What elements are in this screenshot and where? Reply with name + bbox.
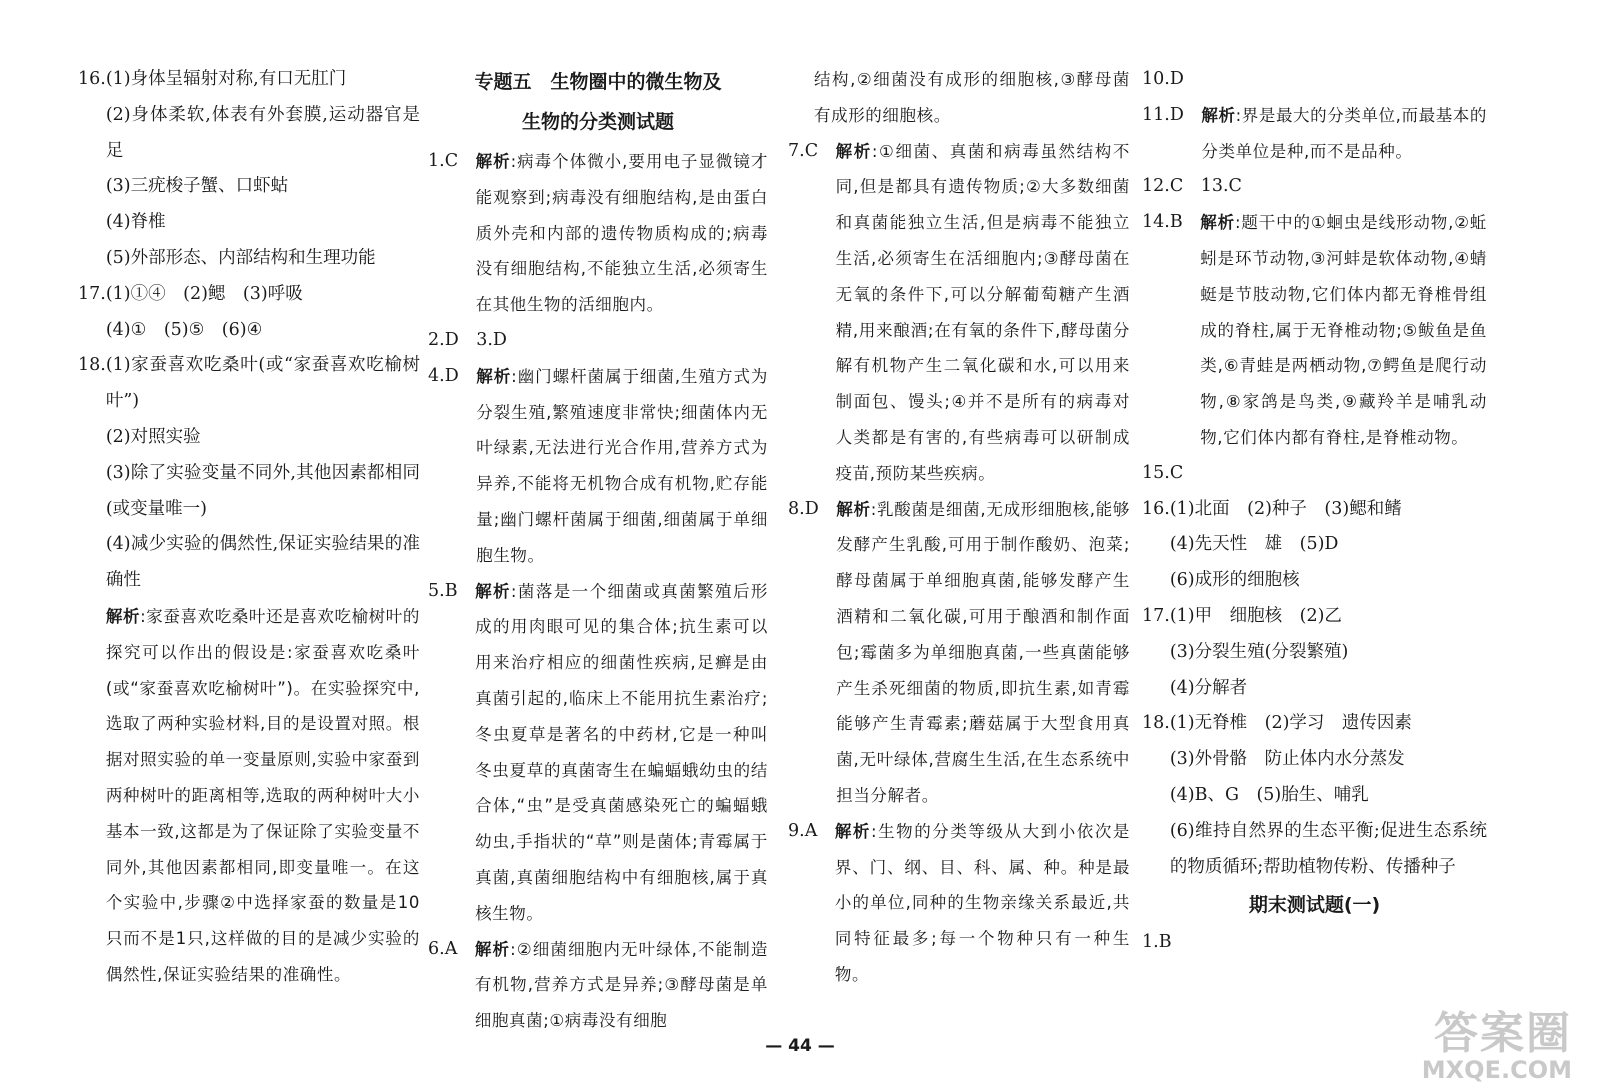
answer-part: (6)成形的细胞核 [1169, 570, 1300, 591]
answer-part: (4)减少实验的偶然性,保证实验结果的准确性 [105, 534, 420, 591]
answer-part: (1)无脊椎 (2)学习 遗传因素 [1169, 713, 1412, 734]
question-number: 5.B [428, 580, 476, 601]
watermark-logo [1421, 1008, 1572, 1084]
analysis-text: :界是最大的分类单位,而最基本的分类单位是种,而不是品种。 [1201, 105, 1487, 161]
answer-part: (4)① (5)⑤ (6)④ [105, 319, 263, 340]
question-number: 18. [1142, 713, 1170, 734]
question-14 [1142, 205, 1487, 456]
watermark-line-1: 答案圈 [1434, 1008, 1572, 1059]
answer-part: (3)分裂生殖(分裂繁殖) [1169, 641, 1349, 662]
analysis-label: 解析 [475, 581, 511, 601]
column-1 [78, 62, 420, 993]
answer-part: (4)分解者 [1169, 677, 1248, 698]
column-4 [1142, 62, 1487, 961]
answer-part: (3)三疣梭子蟹、口虾蛄 [105, 176, 289, 197]
analysis-text: :乳酸菌是细菌,无成形细胞核,能够发酵产生乳酸,可用于制作酸奶、泡菜;酵母菌属于单细胞真菌,能够发酵产生酒精和二氧化碳,可用于酿酒和制作面包;霉菌多为单细胞真菌,一些真菌能够产生杀死细菌的物质,即抗生素,如青霉能够产生青霉素;蘑菇属于大型食用真菌,无叶绿体,营腐生生活,在生态系统中担当分解者。 [836, 499, 1131, 805]
question-1 [428, 144, 768, 323]
answer-part: (2)对照实验 [105, 426, 201, 447]
answer-part: (4)先天性 雄 (5)D [1169, 534, 1339, 555]
question-number: 7.C [788, 140, 836, 161]
question-number: 8.D [788, 498, 837, 519]
answer-part: (1)家蚕喜欢吃桑叶(或“家蚕喜欢吃榆树叶”) [105, 355, 420, 412]
question-2-3 [428, 323, 768, 359]
analysis-text: :幽门螺杆菌属于细菌,生殖方式为分裂生殖,繁殖速度非常快;细菌体内无叶绿素,无法进行光合作用,营养方式为异养,不能将无机物合成有机物,贮存能量;幽门螺杆菌属于细菌,细菌属于单细胞生物。 [476, 366, 769, 565]
question-17 [78, 277, 420, 349]
question-number: 4.D [428, 365, 477, 386]
question-number: 16. [1142, 498, 1170, 519]
question-10: 10.D [1142, 69, 1184, 89]
analysis-label: 解析 [475, 152, 511, 171]
question-16 [1142, 492, 1487, 599]
question-4 [428, 359, 768, 574]
watermark-line-2: MXQE.COM [1421, 1056, 1572, 1084]
question-9 [788, 814, 1130, 993]
question-5 [428, 574, 768, 932]
analysis-text: :病毒个体微小,要用电子显微镜才能观察到;病毒没有细胞结构,是由蛋白质外壳和内部的遗传物质构成的;病毒没有细胞结构,不能独立生活,必须寄生在其他生物的活细胞内。 [475, 152, 768, 315]
question-18 [1142, 706, 1487, 885]
answer-part: (6)维持自然界的生态平衡;促进生态系统的物质循环;帮助植物传粉、传播种子 [1169, 820, 1487, 877]
question-number: 17. [78, 283, 106, 304]
column-2 [428, 62, 768, 1039]
analysis-text: :题干中的①蛔虫是线形动物,②蚯蚓是环节动物,③河蚌是软体动物,④蜻蜓是节肢动物,它们体内都无脊椎骨组成的脊柱,属于无脊椎动物;⑤鲅鱼是鱼类,⑥青蛙是两栖动物,⑦鳄鱼是爬行动物,⑧家鸽是鸟类,⑨藏羚羊是哺乳动物,它们体内都有脊柱,是脊椎动物。 [1200, 213, 1487, 447]
question-number: 14.B [1142, 212, 1201, 233]
question-number: 11.D [1142, 104, 1202, 125]
answer-part: (2)身体柔软,体表有外套膜,运动器官是足 [105, 104, 420, 161]
question-15: 15.C [1142, 462, 1184, 483]
question-number: 9.A [788, 820, 835, 841]
analysis-label: 解析 [835, 141, 872, 161]
answer-line: 2.D 3.D [428, 329, 507, 350]
question-number: 6.A [428, 938, 475, 959]
analysis-text: :菌落是一个细菌或真菌繁殖后形成的用肉眼可见的集合体;抗生素可以用来治疗相应的细菌性疾病,足癣是由真菌引起的,临床上不能用抗生素治疗;冬虫夏草是著名的中药材,它是一种叫冬虫夏草的真菌寄生在蝙蝠蛾幼虫的结合体,“虫”是受真菌感染死亡的蝙蝠蛾幼虫,手指状的“草”则是菌体;青霉属于真菌,真菌细胞结构中有细胞核,属于真核生物。 [475, 581, 769, 923]
question-17 [1142, 599, 1487, 706]
answer-part: (4)脊椎 [105, 212, 166, 233]
question-number: 16. [78, 69, 106, 89]
analysis-label: 解析 [834, 821, 871, 841]
analysis-label: 解析 [105, 606, 141, 626]
question-number: 17. [1142, 605, 1170, 626]
analysis-block [106, 599, 420, 993]
analysis-label: 解析 [476, 366, 512, 386]
analysis-text: :②细菌细胞内无叶绿体,不能制造有机物,营养方式是异养;③酵母菌是单细胞真菌;①病毒没有细胞 [474, 939, 768, 1031]
answer-part: (4)B、G (5)胎生、哺乳 [1169, 784, 1369, 805]
analysis-label: 解析 [474, 939, 511, 959]
question-18 [78, 348, 420, 992]
analysis-text: :生物的分类等级从大到小依次是界、门、纲、目、科、属、种。种是最小的单位,同种的生物亲缘关系最近,共同特征最多;每一个物种只有一种生物。 [834, 821, 1130, 984]
answer-part: (1)北面 (2)种子 (3)鳃和鳍 [1169, 498, 1402, 519]
analysis-text: :①细菌、真菌和病毒虽然结构不同,但是都具有遗传物质;②大多数细菌和真菌能独立生活,但是病毒不能独立生活,必须寄生在活细胞内;③酵母菌在无氧的条件下,可以分解葡萄糖产生酒精,用来酿酒;在有氧的条件下,酵母菌分解有机物产生二氧化碳和水,可以用来制面包、馒头;④并不是所有的病毒对人类都是有害的,有些病毒可以研制成疫苗,预防某些疾病。 [835, 141, 1130, 483]
column-3 [788, 62, 1130, 993]
answer-part: (1)身体呈辐射对称,有口无肛门 [105, 69, 347, 89]
answer-part: (5)外部形态、内部结构和生理功能 [105, 247, 376, 268]
analysis-label: 解析 [1200, 213, 1235, 233]
analysis-label: 解析 [836, 499, 871, 519]
question-6-continued: 结构,②细菌没有成形的细胞核,③酵母菌有成形的细胞核。 [814, 70, 1130, 125]
final-exam-title: 期末测试题(一) [1248, 894, 1381, 917]
question-7 [788, 134, 1130, 492]
answer-part: (1)①④ (2)鳃 (3)呼吸 [105, 283, 303, 304]
question-8 [788, 492, 1130, 814]
question-11 [1142, 98, 1487, 170]
section-title-line-2: 生物的分类测试题 [521, 111, 674, 133]
answer-part: (3)除了实验变量不同外,其他因素都相同(或变量唯一) [105, 462, 420, 519]
analysis-label: 解析 [1201, 105, 1236, 125]
analysis-text: :家蚕喜欢吃桑叶还是喜欢吃榆树叶的探究可以作出的假设是:家蚕喜欢吃桑叶(或“家蚕喜欢吃榆树叶”)。在实验探究中,选取了两种实验材料,目的是设置对照。根据对照实验的单一变量原则,实验中家蚕到两种树叶的距离相等,选取的两种树叶大小基本一致,这都是为了保证除了实验变量不同外,其他因素都相同,即变量唯一。在这个实验中,步骤②中选择家蚕的数量是10只而不是1只,这样做的目的是减少实验的偶然性,保证实验结果的准确性。 [105, 606, 421, 984]
question-6 [428, 932, 768, 1039]
answer-part: (1)甲 细胞核 (2)乙 [1169, 605, 1342, 626]
page-number: — 44 — [765, 1036, 835, 1056]
final-question-1: 1.B [1142, 932, 1172, 953]
answer-part: (3)外骨骼 防止体内水分蒸发 [1169, 749, 1405, 770]
question-number: 18. [78, 355, 106, 376]
question-number: 1.C [428, 151, 476, 171]
question-12-13: 12.C 13.C [1142, 176, 1242, 197]
section-title-line-1: 专题五 生物圈中的微生物及 [474, 71, 722, 93]
question-16 [78, 62, 420, 277]
